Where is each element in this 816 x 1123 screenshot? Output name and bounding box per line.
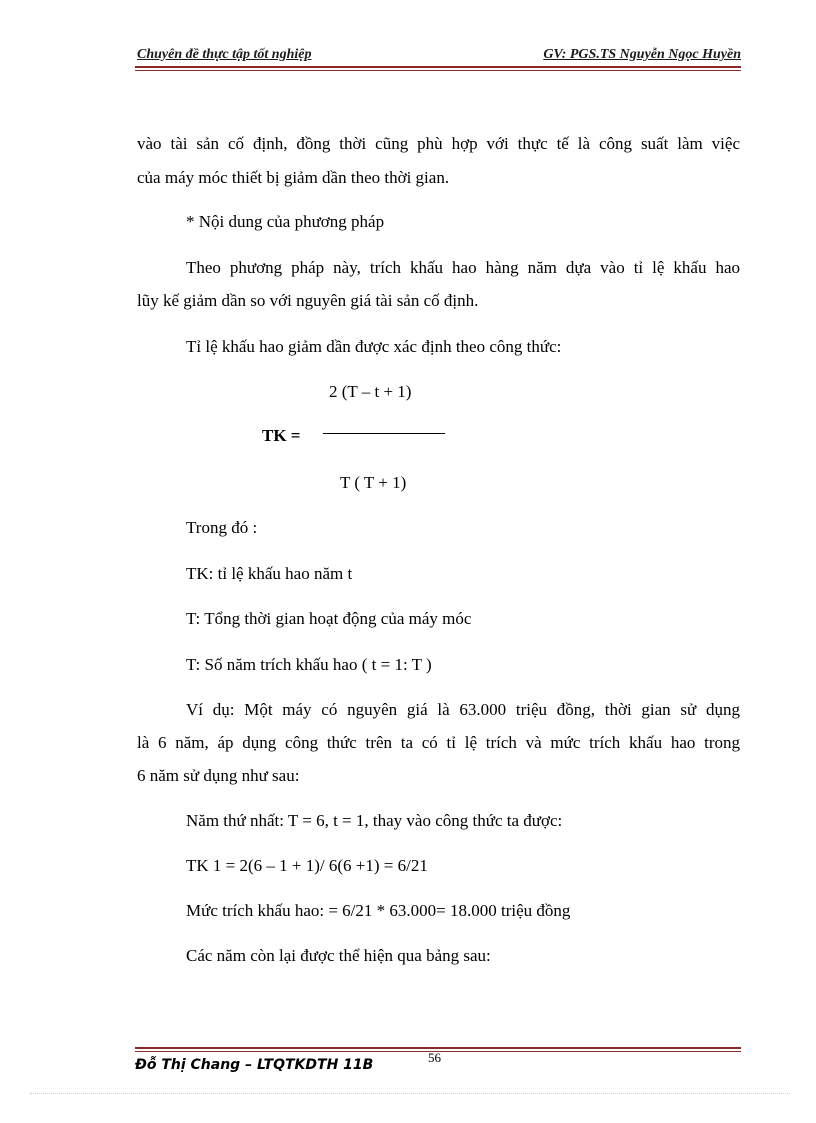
paragraph-3-line-2: lũy kế giảm dần so với nguyên giá tài sản cố định. xyxy=(137,291,479,310)
paragraph-10: Năm thứ nhất: T = 6, t = 1, thay vào công thức ta được: xyxy=(186,811,563,830)
footer-rule-thick xyxy=(135,1047,741,1049)
formula-lhs: TK = xyxy=(262,426,301,445)
header-right-advisor: GV: PGS.TS Nguyễn Ngọc Huyền xyxy=(543,47,741,62)
paragraph-2: * Nội dung của phương pháp xyxy=(186,212,385,231)
paragraph-5: Trong đó : xyxy=(186,518,258,537)
formula-fraction-bar xyxy=(323,433,445,434)
page-bottom-dotted-line xyxy=(30,1093,790,1094)
paragraph-8: T: Số năm trích khấu hao ( t = 1: T ) xyxy=(186,655,432,674)
footer-author: Đỗ Thị Chang – LTQTKDTH 11B xyxy=(135,1057,374,1073)
page-number: 56 xyxy=(428,1050,441,1065)
paragraph-6: TK: tỉ lệ khấu hao năm t xyxy=(186,564,353,583)
paragraph-9-line-1: Ví dụ: Một máy có nguyên giá là 63.000 triệu đồng, thời gian sử dụng xyxy=(186,700,740,719)
paragraph-4: Tỉ lệ khấu hao giảm dần được xác định theo công thức: xyxy=(186,337,562,356)
header-rule-thick xyxy=(135,66,741,68)
paragraph-3-line-1: Theo phương pháp này, trích khấu hao hàng năm dựa vào tỉ lệ khấu hao xyxy=(186,258,740,277)
paragraph-12: Mức trích khấu hao: = 6/21 * 63.000= 18.000 triệu đồng xyxy=(186,901,571,920)
formula-denominator: T ( T + 1) xyxy=(340,473,407,492)
paragraph-7: T: Tổng thời gian hoạt động của máy móc xyxy=(186,609,472,628)
header-rule-thin xyxy=(135,70,741,71)
paragraph-9-line-2: là 6 năm, áp dụng công thức trên ta có tỉ lệ trích và mức trích khấu hao trong xyxy=(137,733,740,752)
header-left-title: Chuyên đề thực tập tốt nghiệp xyxy=(137,47,312,62)
paragraph-1-line-1: vào tài sản cố định, đồng thời cũng phù hợp với thực tế là công suất làm việc xyxy=(137,134,740,153)
paragraph-9-line-3: 6 năm sử dụng như sau: xyxy=(137,766,300,785)
paragraph-1-line-2: của máy móc thiết bị giảm dần theo thời gian. xyxy=(137,168,450,187)
formula-numerator: 2 (T – t + 1) xyxy=(329,382,412,401)
paragraph-13: Các năm còn lại được thể hiện qua bảng sau: xyxy=(186,946,491,965)
paragraph-11: TK 1 = 2(6 – 1 + 1)/ 6(6 +1) = 6/21 xyxy=(186,856,428,875)
